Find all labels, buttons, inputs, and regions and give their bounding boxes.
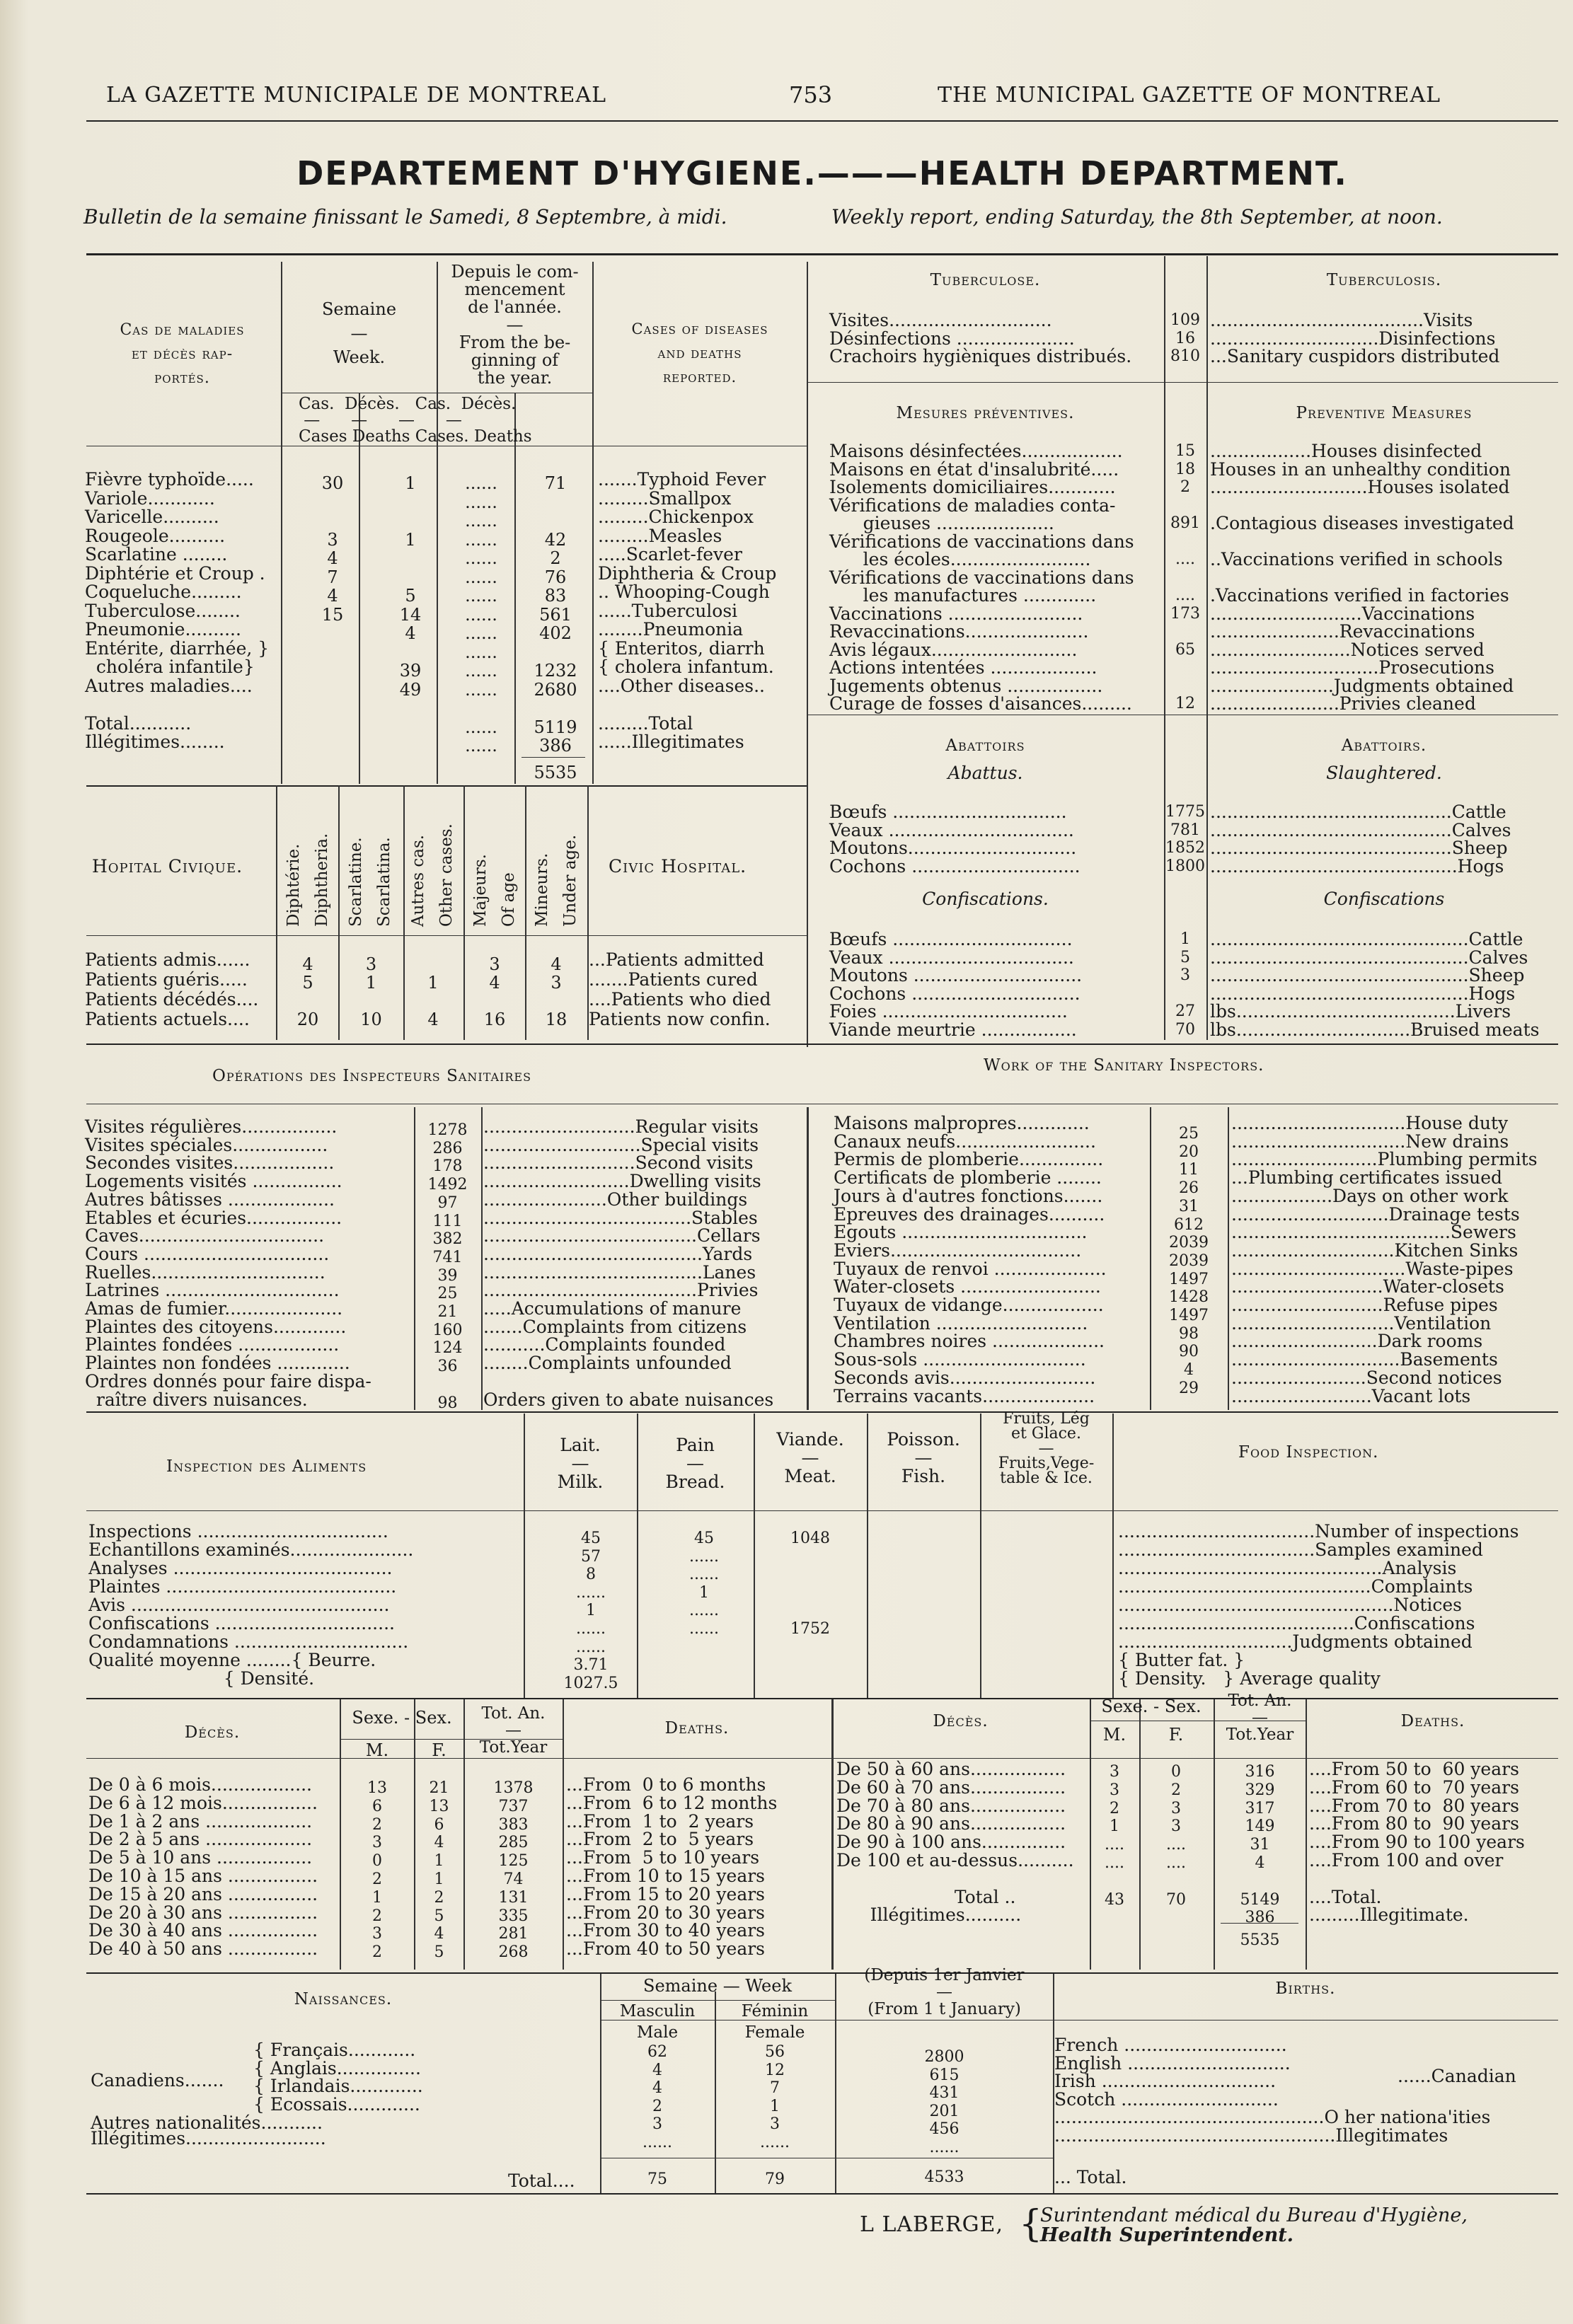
diseases-subhead: Cas. Décès. Cas. Décès. — — — — Cases Deaths Cases. Deaths [299,395,532,446]
signature-name: L LABERGE, [860,2212,1003,2237]
hospital-label-en: Civic Hospital. [609,856,747,877]
insp-head-fr: Opérations des Inspecteurs Sanitaires [212,1067,532,1085]
page-number: 753 [789,81,833,108]
hospital-col-of-age: Of age [500,872,518,927]
births-year-head: (Depuis 1er Janvier — (From 1 t January) [864,1966,1025,2018]
hospital-label-fr: Hopital Civique. [92,856,243,877]
deaths-ages-en-2: ....From 50 to 60 years ....From 60 to 70 years ....From 70 to 80 years ....From 80 to 90 years ....From 90 to 100 years ....From 100 and over ....Total. .........Illegitimate. [1309,1759,1525,1926]
deaths-head-en: Deaths. [664,1719,730,1738]
diseases-head-week: Semaine — Week. [321,299,397,367]
food-fr: Inspections .................................. Echantillons examinés...................... Analyses ....................................... Plaintes ......................................... Avis .............................................. Confiscations ................................ Condamnations ............................... Qualité moyenne ........{ Beurre. { Densité. [88,1521,414,1689]
prev-values: 15 18 2 891 .... .... 173 65 12 [1170,442,1200,712]
births-male-values: 62 4 4 2 3 ...... [643,2043,672,2151]
insp-en-2: ...............................House duty ...............................New drains ..........................Plumbing permits ...Plumbing certificates issued ..................Days on other work ............................Drainage tests .......................................Sewers .............................Kitchen Sinks ...............................Waste-pipes ...........................Water-closets ...........................Refuse pipes .............................Ventilation ..........................Dark rooms ..............................Basements ........................Second notices .........................Vacant lots [1231,1113,1538,1406]
deaths-total-1: 1378 737 383 285 125 74 131 335 281 268 [493,1779,534,1962]
diseases-year-cases: ...... ...... ...... ...... ...... ...... ...... ...... ...... ...... ...... ...... ...... ...... [465,473,497,756]
insp-values-1: 1278 286 178 1492 97 111 382 741 39 25 21 160 124 36 98 [427,1121,468,1412]
deaths-ages-fr-2: De 50 à 60 ans................. De 60 à 70 ans................. De 70 à 80 ans................. De 80 à 90 ans................. De 90 à 100 ans............... De 100 et au-dessus.......... Total .. Illégitimes.......... [836,1759,1074,1926]
births-week-head: Semaine — Week [643,1976,792,1996]
deaths-total-2: 316 329 317 149 31 4 5149 386 [1240,1763,1280,1927]
deaths-female-2: 0 2 3 3 .... .... 70 [1166,1763,1186,1909]
deaths-male-head-2: M. [1102,1725,1127,1745]
insp-head-en: Work of the Sanitary Inspectors. [984,1056,1264,1075]
abattoirs-values: 1775 781 1852 1800 [1165,803,1205,875]
diseases-head-year: Depuis le com- mencement de l'année. — From the be- ginning of the year. [451,262,579,388]
food-head-en: Food Inspection. [1238,1443,1379,1462]
diseases-labels-en: .......Typhoid Fever .........Smallpox .........Chickenpox .........Measles .....Scarlet-fever Diphtheria & Croup .. Whooping-Cough ......Tuberculosi ........Pneumonia { Enteritos, diarrh { cholera infantum. ....Other diseases.. .........Total ......Illegitimates [598,469,777,752]
deaths-sex-head: Sexe. - Sex. [352,1708,452,1728]
deaths-sex-head-2: Sexe. - Sex. [1101,1696,1202,1716]
food-head-fr: Inspection des Aliments [166,1457,367,1476]
hospital-rows-en: ...Patients admitted .......Patients cured ....Patients who died Patients now confin. [589,949,771,1029]
births-female-values: 56 12 7 1 3 ...... [760,2043,790,2151]
deaths-ages-en-1: ...From 0 to 6 months ...From 6 to 12 months ...From 1 to 2 years ...From 2 to 5 years ...From 5 to 10 years ...From 10 to 15 years ...From 15 to 20 years ...From 20 to 30 years ...From 30 to 40 years ...From 40 to 50 years [566,1774,778,1960]
header-right: THE MUNICIPAL GAZETTE OF MONTREAL [938,83,1441,108]
births-female-head: Female [744,2023,805,2042]
food-bread-values: 45 ...... ...... 1 ...... ...... [689,1530,719,1638]
food-col-milk: Lait. — Milk. [557,1435,604,1492]
page-title: DEPARTEMENT D'HYGIENE.———HEALTH DEPARTMENT. [296,154,1348,192]
hospital-col-other: Other cases. [437,823,456,927]
food-en: ...................................Number of inspections ...................................Samples examined ...............................................Analysis .............................................Complaints .................................................Notices ..........................................Confiscations ...............................Judgments obtained { Butter fat. } { Density. } Average quality [1118,1521,1519,1689]
births-other-fr: Autres nationalités........... Illégitimes......................... [91,2112,326,2149]
food-col-fish: Poisson. — Fish. [887,1429,960,1486]
hospital-rows-fr: Patients admis...... Patients guéris..... Patients décédés.... Patients actuels.... [85,949,259,1029]
hospital-col-majeurs: Majeurs. [471,854,490,927]
deaths-male-1: 13 6 2 3 0 2 1 2 3 2 [367,1779,387,1962]
diseases-grand-total: 5535 [534,763,577,782]
births-canadian: ......Canadian [1398,2066,1516,2086]
births-canadiens: Canadiens....... [91,2070,224,2091]
abattoirs-sub-en: Slaughtered. [1326,763,1442,783]
abattoirs-en: ...........................................Cattle ...........................................Calves ...........................................Sheep ............................................Hogs [1210,802,1511,877]
signature-title-fr: Surintendant médical du Bureau d'Hygiène, [1040,2204,1468,2226]
deaths-total-head-2: Tot. An. — Tot.Year [1226,1692,1294,1744]
tb-fr: Visites............................. Désinfections ..................... Crachoirs hygièniques distribués. [829,310,1132,366]
births-total-year: 4533 [924,2168,964,2186]
births-fem-head: Féminin [741,2002,809,2021]
deaths-female-head: F. [432,1740,446,1760]
subtitle-en: Weekly report, ending Saturday, the 8th September, at noon. [831,205,1443,229]
confiscations-en: ..............................................Cattle ..............................................Calves ..............................................Sheep ..............................................Hogs lbs.......................................Livers lbs...............................Bruised meats [1210,929,1540,1040]
tb-head-fr: Tuberculose. [930,271,1041,289]
hospital-under-age-values: 4 3 18 [545,954,567,1029]
signature-title-en: Health Superintendent. [1040,2224,1294,2246]
hospital-col-under-age: Under age. [561,834,580,927]
hospital-col-mineurs: Mineurs. [533,852,551,927]
deaths-male-2: 3 3 2 1 .... .... 43 [1105,1763,1124,1909]
abattoirs-sub-fr: Abattus. [947,763,1023,783]
deaths-total-head: Tot. An. — Tot.Year [479,1704,548,1757]
hospital-col-diphterie: Diphtérie. [284,843,303,927]
diseases-week-deaths: 1 1 5 14 4 39 49 [399,473,422,700]
hospital-diphtheria-values: 4 5 20 [296,954,319,1029]
diseases-head-fr: Cas de maladies et décès rap- portés. [120,321,245,387]
abattoirs-fr: Bœufs ............................... Veaux ................................. Moutons.............................. Cochons .............................. [829,802,1081,877]
births-head-fr: Naissances. [294,1990,393,2008]
births-male-head: Male [636,2023,679,2042]
diseases-week-cases: 30 3 4 7 4 15 [321,473,344,625]
prev-en: ..................Houses disinfected Houses in an unhealthy condition ............................Houses isolated .Contagious diseases investigated ..Vaccinations verified in schools .Vaccinations verified in factories ...........................Vaccinations .......................Revaccinations .........................Notices served ..............................Prosecutions ......................Judgments obtained .......................Privies cleaned [1210,441,1514,714]
food-col-fruits: Fruits, Lég et Glace. — Fruits,Vege- table & Ice. [998,1410,1095,1487]
births-total-female: 79 [765,2170,785,2188]
deaths-ages-fr-1: De 0 à 6 mois.................. De 6 à 12 mois................. De 1 à 2 ans ................... De 2 à 5 ans ................... De 5 à 10 ans ................. De 10 à 15 ans ................ De 15 à 20 ans ................ De 20 à 30 ans ................ De 30 à 40 ans ................ De 40 à 50 ans ................ [88,1774,318,1960]
deaths-grand-total: 5535 [1240,1931,1280,1949]
hospital-other-values: 1 4 [427,973,439,1029]
diseases-head-en: Cases of diseases and deaths reported. [631,320,768,386]
food-meat-values: 1048 1752 [790,1530,830,1638]
births-total-label: Total.... [508,2170,575,2191]
prev-head-fr: Mesures préventives. [896,404,1075,422]
deaths-female-1: 21 13 6 4 1 1 2 5 4 5 [429,1779,449,1962]
diseases-year-deaths: 71 42 2 76 83 561 402 1232 2680 5119 386 [534,473,577,756]
births-origins-en: French ............................. English ............................. Irish ............................... Scotch ............................ ................................................O her nationa'ities ..................................................Illegitimates [1054,2035,1491,2146]
insp-fr-1: Visites régulières................. Visites spéciales................. Secondes visites.................. Logements visités ................ Autres bâtisses ................... Etables et écuries................. Caves................................. Cours ................................. Ruelles............................... Latrines ............................... Amas de fumier..................... Plaintes des citoyens............. Plaintes fondées .................. Plaintes non fondées ............. Ordres donnés pour faire dispa- raître divers nuisances. [85,1116,371,1410]
food-col-meat: Viande. — Meat. [776,1429,844,1486]
deaths-female-head-2: F. [1168,1725,1184,1745]
confiscations-head-en: Confiscations [1323,889,1445,909]
hospital-col-autres: Autres cas. [409,834,427,927]
prev-head-en: Preventive Measures [1296,404,1473,422]
diseases-labels-fr: Fièvre typhoïde..... Variole............ Varicelle.......... Rougeole.......... Scarlatine ........ Diphtérie et Croup . Coqueluche......... Tuberculose........ Pneumonie.......... Entérite, diarrhée, } choléra infantile} Autres maladies.... Total........... Illégitimes........ [85,469,270,752]
deaths-male-head: M. [365,1740,389,1760]
prev-fr: Maisons désinfectées.................. Maisons en état d'insalubrité..... Isolements domiciliaires............ Vérifications de maladies conta- gieuses ..................... Vérifications de vaccinations dans les écoles......................... Vérifications de vaccinations dans les manufactures ............. Vaccinations ........................ Revaccinations...................... Avis légaux.......................... Actions intentées ................... Jugements obtenus ................. Curage de fosses d'aisances......... [829,441,1134,714]
food-milk-values: 45 57 8 ...... 1 ...... ...... 3.71 1027.5 [563,1530,618,1692]
hospital-col-diphtheria: Diphtheria. [313,833,331,927]
insp-fr-2: Maisons malpropres............. Canaux neufs......................... Permis de plomberie............... Certificats de plomberie ........ Jours à d'autres fonctions....... Epreuves des drainages.......... Egouts ................................. Eviers.................................. Tuyaux de renvoi .................... Water-closets ......................... Tuyaux de vidange.................. Ventilation ........................... Chambres noires .................... Sous-sols ............................. Seconds avis.......................... Terrains vacants.................... [834,1113,1107,1406]
births-head-en: Births. [1275,1979,1336,1998]
hospital-scarlatina-values: 3 1 10 [360,954,382,1029]
deaths-head-fr: Décès. [184,1723,241,1742]
insp-en-1: ...........................Regular visits ............................Special visits ...........................Second visits ..........................Dwelling visits ......................Other buildings .....................................Stables ......................................Cellars .......................................Yards .......................................Lanes ......................................Privies .....Accumulations of manure .......Complaints from citizens ...........Complaints founded ........Complaints unfounded Orders given to abate nuisances [483,1116,774,1410]
tb-en: ......................................Visits ..............................Disinfections ...Sanitary cuspidors distributed [1210,310,1500,366]
births-year-values: 2800 615 431 201 456 ...... [924,2048,964,2156]
hospital-col-scarlatine: Scarlatine. [347,837,365,927]
births-masc-head: Masculin [619,2002,696,2021]
births-total-male: 75 [647,2170,667,2188]
abattoirs-head-en: Abattoirs. [1341,736,1427,755]
insp-values-2: 25 20 11 26 31 612 2039 2039 1497 1428 1497 98 90 4 29 [1169,1125,1209,1397]
confiscations-fr: Bœufs ................................ Veaux ................................. Moutons .............................. Cochons .............................. Foies ................................. Viande meurtrie ................. [829,929,1083,1040]
confiscations-values: 1 5 3 27 70 [1175,930,1195,1039]
hospital-col-scarlatina: Scarlatina. [375,837,393,927]
deaths-head-fr-2: Décès. [933,1712,989,1730]
deaths-head-en-2: Deaths. [1400,1712,1465,1730]
food-col-bread: Pain — Bread. [665,1435,725,1492]
tb-values: 109 16 810 [1170,311,1200,365]
confiscations-head-fr: Confiscations. [922,889,1049,909]
gazette-page: LA GAZETTE MUNICIPALE DE MONTREAL 753 THE MUNICIPAL GAZETTE OF MONTREAL DEPARTEMENT D'HYGIENE.———HEALTH DEPARTMENT. Bulletin de la semaine finissant le Samedi, 8 Septembre, à midi. Weekly report, ending Saturday, the 8th September, at noon. Cas de maladies et décès rap- portés. Semaine — Week. Depuis le com- mencement de l'année. — From the be- ginning of the year. Cases of diseases and deaths reported. Cas. Décès. Cas. Décès. — — — — Cases Deaths Cases. Deaths Fièvre typhoïde..... Variole............ Varicelle.......... Rougeole.......... Scarlatine ........ Diphtérie et Croup . Coqueluche......... Tuberculose........ Pneumonie.......... Entérite, diarrhée, } choléra infantile} Autres maladies.... Total........... Illégitimes........ 30 3 4 7 4 15 1 1 5 14 4 39 49 ...... ...... ...... ...... ...... ...... ...... ...... ...... ...... ...... ...... ...... ...... 71 42 2 76 83 561 402 1232 2680 5119 386 5535 .......Typhoid Fever .........Smallpox .........Chickenpox .........Measles .....Scarlet-fever Diphtheria & Croup .. Whooping-Cough ......Tuberculosi ........Pneumonia { Enteritos, diarrh { cholera infantum. ....Other diseases.. .........Total ......Illegitimates Hopital Civique. Civic Hospital. Diphtérie. Diphtheria. Scarlatine. Scarlatina. Autres cas. Other cases. Majeurs. Of age Mineurs. Under age. Patients admis...... Patients guéris..... Patients décédés.... Patients actuels.... 4 5 20 3 1 10 1 4 3 4 16 4 3 18 ...Patients admitted .......Patients cured ....Patients who died Patients now confin. Tuberculose. Tuberculosis. Visites............................. Désinfections ..................... Crachoirs hygièniques distribués. 109 16 810 ......................................Visits ..............................Disinfections ...Sanitary cuspidors distributed Mesures préventives. Preventive Measures Maisons désinfectées.................. Maisons en état d'insalubrité..... Isolements domiciliaires............ Vérifications de maladies conta- gieuses ..................... Vérifications de vaccinations dans les écoles......................... Vérifications de vaccinations dans les manufactures ............. Vaccinations ........................ Revaccinations...................... Avis légaux.......................... Actions intentées ................... Jugements obtenus ................. Curage de fosses d'aisances......... 15 18 2 891 .... .... 173 65 12 ..................Houses disinfected Houses in an unhealthy condition ............................Houses isolated .Contagious diseases investigated ..Vaccinations verified in schools .Vaccinations verified in factories ...........................Vaccinations .......................Revaccinations .........................Notices served ..............................Prosecutions ......................Judgments obtained .......................Privies cleaned Abattoirs Abattus. Abattoirs. Slaughtered. Bœufs ............................... Veaux ................................. Moutons.............................. Cochons .............................. 1775 781 1852 1800 ...........................................Cattle ...........................................Calves ...........................................Sheep ............................................Hogs Confiscations. Confiscations Bœufs ................................ Veaux ................................. Moutons .............................. Cochons .............................. Foies ................................. Viande meurtrie ................. 1 5 3 27 70 ..............................................Cattle ..............................................Calves ..............................................Sheep ..............................................Hogs lbs.......................................Livers lbs...............................Bruised meats Opérations des Inspecteurs Sanitaires Work of the Sanitary Inspectors. Visites régulières................. Visites spéciales................. Secondes visites.................. Logements visités ................ Autres bâtisses ................... Etables et écuries................. Caves................................. Cours ................................. Ruelles............................... Latrines ............................... Amas de fumier..................... Plaintes des citoyens............. Plaintes fondées .................. Plaintes non fondées ............. Ordres donnés pour faire dispa- raître divers nuisances. 1278 286 178 1492 97 111 382 741 39 25 21 160 124 36 98 ...........................Regular visits ............................Special visits ...........................Second visits ..........................Dwelling visits ......................Other buildings .....................................Stables ......................................Cellars .......................................Yards .......................................Lanes ......................................Privies .....Accumulations of manure .......Complaints from citizens ...........Complaints founded ........Complaints unfounded Orders given to abate nuisances Maisons malpropres............. Canaux neufs......................... Permis de plomberie............... Certificats de plomberie ........ Jours à d'autres fonctions....... Epreuves des drainages.......... Egouts ................................. Eviers.................................. Tuyaux de renvoi .................... Water-closets ......................... Tuyaux de vidange.................. Ventilation ........................... Chambres noires .................... Sous-sols ............................. Seconds avis.......................... Terrains vacants.................... 25 20 11 26 31 612 2039 2039 1497 1428 1497 98 90 4 29 ...............................House duty ...............................New drains ..........................Plumbing permits ...Plumbing certificates issued ..................Days on other work ............................Drainage tests .......................................Sewers .............................Kitchen Sinks ...............................Waste-pipes ...........................Water-closets ...........................Refuse pipes .............................Ventilation ..........................Dark rooms ..............................Basements ........................Second notices .........................Vacant lots Inspection des Aliments Food Inspection. Lait. — Milk. Pain — Bread. Viande. — Meat. Poisson. — Fish. Fruits, Lég et Glace. — Fruits,Vege- table & Ice. Inspections .................................. Echantillons examinés...................... Analyses ....................................... Plaintes ......................................... Avis .............................................. Confiscations ................................ Condamnations ............................... Qualité moyenne ........{ Beurre. { Densité. 45 57 8 ...... 1 ...... ...... 3.71 1027.5 45 ...... ...... 1 ...... ...... 1048 1752 ...................................Number of inspections ...................................Samples examined ...............................................Analysis .............................................Complaints .................................................Notices ..........................................Confiscations ...............................Judgments obtained { Butter fat. } { Density. } Average quality Décès. Sexe. - Sex. M. F. Tot. An. — Tot.Year Deaths. De 0 à 6 mois.................. De 6 à 12 mois................. De 1 à 2 ans ................... De 2 à 5 ans ................... De 5 à 10 ans ................. De 10 à 15 ans ................ De 15 à 20 ans ................ De 20 à 30 ans ................ De 30 à 40 ans ................ De 40 à 50 ans ................ 13 6 2 3 0 2 1 2 3 2 21 13 6 4 1 1 2 5 4 5 1378 737 383 285 125 74 131 335 281 268 ...From 0 to 6 months ...From 6 to 12 months ...From 1 to 2 years ...From 2 to 5 years ...From 5 to 10 years ...From 10 to 15 years ...From 15 to 20 years ...From 20 to 30 years ...From 30 to 40 years ...From 40 to 50 years Décès. Sexe. - Sex. M. F. Tot. An. — Tot.Year Deaths. De 50 à 60 ans................. De 60 à 70 ans................. De 70 à 80 ans................. De 80 à 90 ans................. De 90 à 100 ans............... De 100 et au-dessus.......... Total .. Illégitimes.......... 3 3 2 1 .... .... 43 0 2 3 3 .... .... 70 316 329 317 149 31 4 5149 386 5535 ....From 50 to 60 years ....From 60 to 70 years ....From 70 to 80 years ....From 80 to 90 years ....From 90 to 100 years ....From 100 and over ....Total. .........Illegitimate. Naissances. Semaine — Week Masculin Féminin (Depuis 1er Janvier — (From 1 t January) Births. Male Female Canadiens....... { Français............ { Anglais............... { Irlandais............. { Ecossais............. Autres nationalités........... Illégitimes......................... 62 4 4 2 3 ...... 56 12 7 1 3 ...... 2800 615 431 201 456 ...... French ............................. English ............................. Irish ............................... Scotch ............................ ................................................O her nationa'ities ..................................................Illegitimates ......Canadian Total.... 75 79 4533 ... Total. L LABERGE, { Surintendant médical du Bureau d'Hygiène, Health Superintendent. [0,0,1573,2324]
header-left: LA GAZETTE MUNICIPALE DE MONTREAL [106,83,607,108]
abattoirs-head-fr: Abattoirs [945,736,1025,755]
tb-head-en: Tuberculosis. [1326,271,1442,289]
hospital-of-age-values: 3 4 16 [483,954,506,1029]
births-origins-fr: { Français............ { Anglais............... { Irlandais............. { Ecossais............. [253,2040,423,2115]
births-total-en: ... Total. [1054,2167,1127,2187]
subtitle-fr: Bulletin de la semaine finissant le Samedi, 8 Septembre, à midi. [83,205,727,229]
